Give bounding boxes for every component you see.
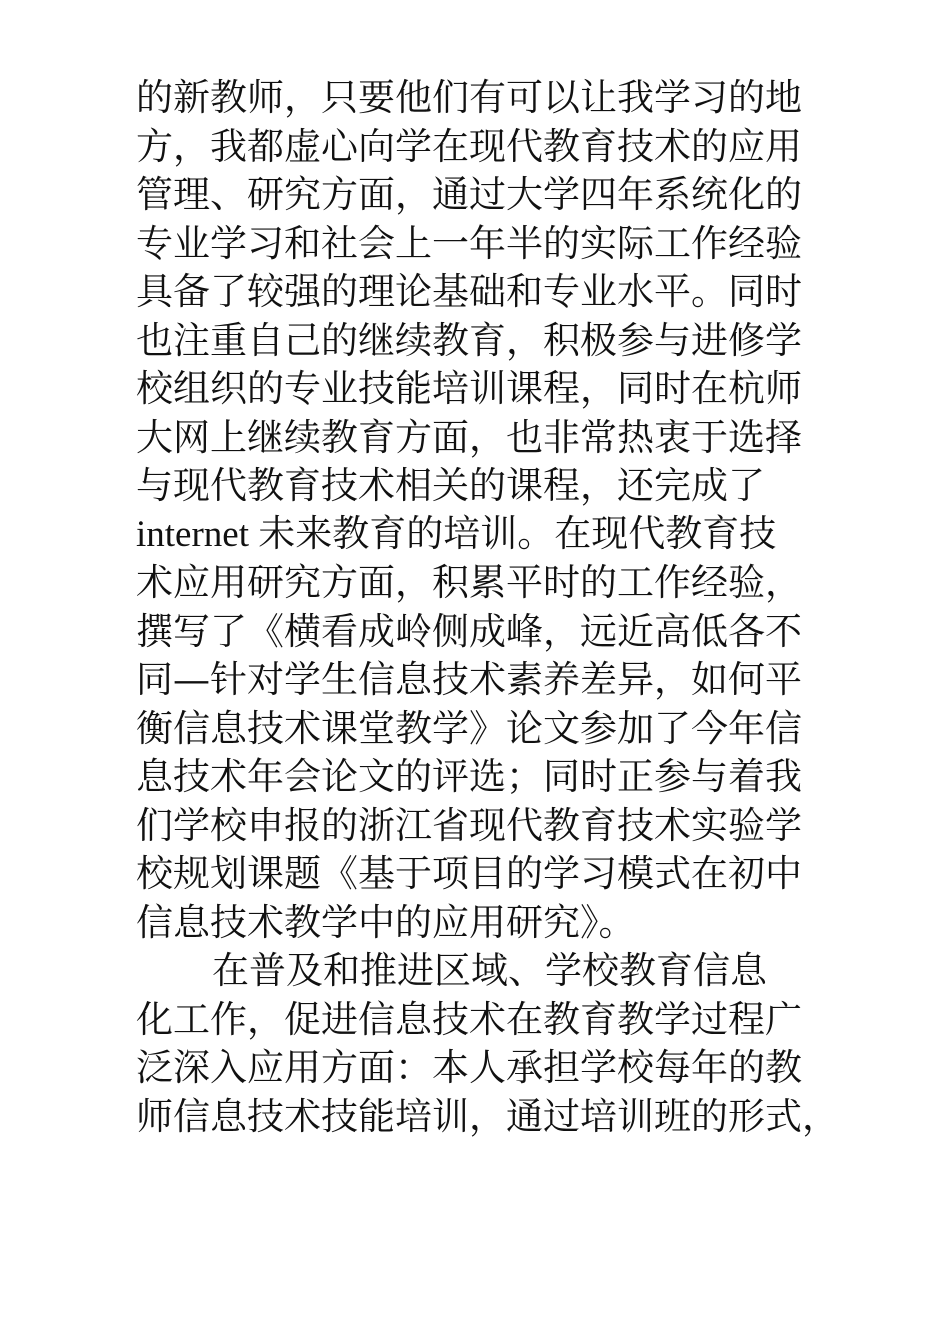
text-line: 方，我都虚心向学在现代教育技术的应用 — [136, 124, 802, 168]
text-line: 泛深入应用方面：本人承担学校每年的教 — [136, 1046, 802, 1089]
paragraph-start-line: 在普及和推进区域、学校教育信息 — [212, 949, 767, 992]
text-line: 师信息技术技能培训，通过培训班的形式， — [136, 1094, 839, 1138]
text-line: 也注重自己的继续教育，积极参与进修学 — [136, 318, 802, 362]
text-line: 衡信息技术课堂教学》论文参加了今年信 — [136, 706, 802, 750]
text-line: 管理、研究方面，通过大学四年系统化的 — [136, 173, 802, 216]
text-line: 同—针对学生信息技术素养差异，如何平 — [136, 658, 802, 701]
text-line: 术应用研究方面，积累平时的工作经验， — [136, 561, 802, 604]
text-line: 与现代教育技术相关的课程，还完成了 — [136, 464, 765, 507]
text-line: 撰写了《横看成岭侧成峰，远近高低各不 — [136, 609, 802, 653]
text-line: 大网上继续教育方面，也非常热衷于选择 — [136, 415, 802, 459]
body-text — [136, 74, 839, 1141]
text-line: 息技术年会论文的评选；同时正参与着我 — [136, 755, 802, 798]
text-line: 校组织的专业技能培训课程，同时在杭师 — [136, 367, 802, 410]
text-line: 具备了较强的理论基础和专业水平。同时 — [136, 270, 802, 313]
text-line: 化工作，促进信息技术在教育教学过程广 — [136, 997, 802, 1041]
text-line: 专业学习和社会上一年半的实际工作经验 — [136, 221, 802, 265]
text-line: 们学校申报的浙江省现代教育技术实验学 — [136, 803, 802, 847]
text-line: 信息技术教学中的应用研究》。 — [136, 900, 636, 944]
text-line: internet 未来教育的培训。在现代教育技 — [136, 513, 777, 555]
text-line: 校规划课题《基于项目的学习模式在初中 — [136, 852, 802, 895]
text-line: 的新教师，只要他们有可以让我学习的地 — [136, 76, 802, 119]
